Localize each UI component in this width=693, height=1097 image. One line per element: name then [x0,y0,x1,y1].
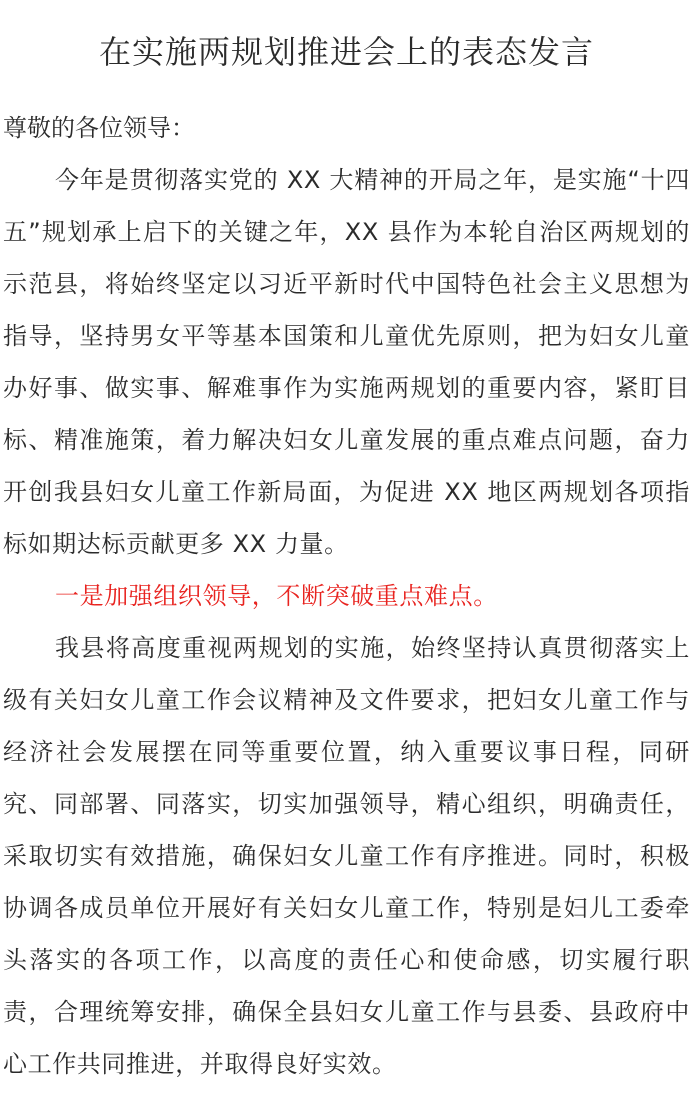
salutation: 尊敬的各位领导： [3,114,195,142]
body-paragraph-1: 今年是贯彻落实党的 XX 大精神的开局之年，是实施“十四五”规划承上启下的关键之年，XX 县作为本轮自治区两规划的示范县，将始终坚定以习近平新时代中国特色社会主义思想为指导，坚持男女平等基本国策和儿童优先原则，把为妇女儿童办好事、做实事、解难事作为实施两规划的重要内容，紧盯目标、精准施策，着力解决妇女儿童发展的重点难点问题，奋力开创我县妇女儿童工作新局面，为促进 XX 地区两规划各项指标如期达标贡献更多 XX 力量。 [3,166,690,558]
section-heading: 一是加强组织领导，不断突破重点难点。 [55,582,498,610]
document-title: 在实施两规划推进会上的表态发言 [98,33,594,71]
body-paragraph-2: 我县将高度重视两规划的实施，始终坚持认真贯彻落实上级有关妇女儿童工作会议精神及文件要求，把妇女儿童工作与经济社会发展摆在同等重要位置，纳入重要议事日程，同研究、同部署、同落实，切实加强领导，精心组织，明确责任，采取切实有效措施，确保妇女儿童工作有序推进。同时，积极协调各成员单位开展好有关妇女儿童工作，特别是妇儿工委牵头落实的各项工作，以高度的责任心和使命感，切实履行职责，合理统筹安排，确保全县妇女儿童工作与县委、县政府中心工作共同推进，并取得良好实效。 [3,634,690,1078]
